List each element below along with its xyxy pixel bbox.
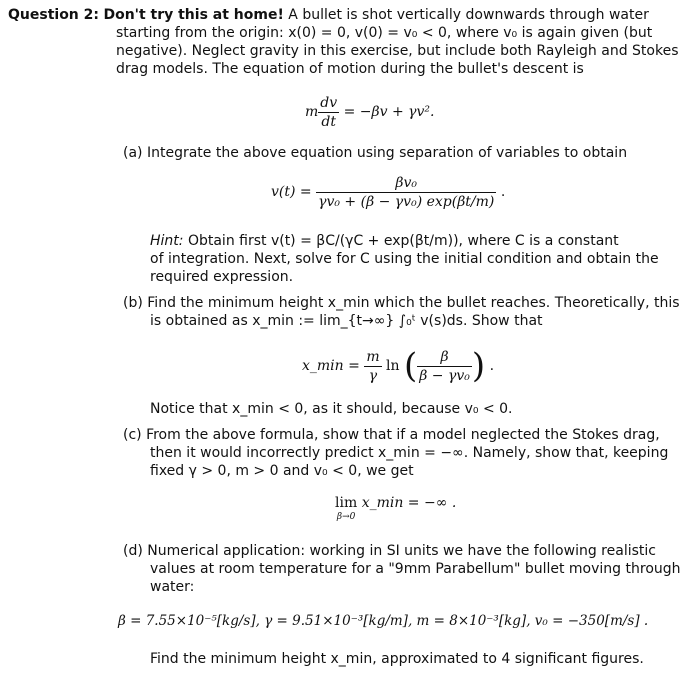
velocity-numerator: βv₀ <box>316 174 496 193</box>
left-paren-icon: ( <box>404 346 418 386</box>
intro-line-4: drag models. The equation of motion during the bullet's descent is <box>116 61 584 77</box>
xmin-end: . <box>489 358 495 374</box>
intro-line-2: starting from the origin: x(0) = 0, v(0) = v₀ < 0, where v₀ is again given (but <box>116 25 653 41</box>
equation-of-motion <box>305 92 435 132</box>
limit-subscript: β→0 <box>336 512 356 522</box>
hint-label: Hint: <box>150 233 184 249</box>
xmin-log-argument <box>417 348 472 385</box>
velocity-denominator: γv₀ + (β − γv₀) exp(βt/m) <box>318 193 495 210</box>
limit-rest: x_min = −∞ . <box>361 495 457 511</box>
velocity-fraction <box>316 174 496 211</box>
hint-line-2: of integration. Next, solve for C using the initial condition and obtain the <box>150 251 659 267</box>
part-d-text-2: values at room temperature for a "9mm Parabellum" bullet moving through <box>150 561 681 577</box>
part-b-text-1: Find the minimum height x_min which the bullet reaches. Theoretically, this <box>147 295 680 311</box>
xmin-coef-numerator: m <box>366 348 380 365</box>
eom-rhs: = −βv + γv². <box>343 104 435 120</box>
part-a-label: (a) <box>123 145 143 161</box>
xmin-coefficient <box>364 348 381 385</box>
xmin-ln: ln <box>386 358 400 374</box>
limit-operator <box>335 494 357 522</box>
part-c-text-1: From the above formula, show that if a model neglected the Stokes drag, <box>146 427 660 443</box>
part-c-line-1 <box>123 426 660 444</box>
part-d-final: Find the minimum height x_min, approximated to 4 significant figures. <box>150 651 644 667</box>
part-c-label: (c) <box>123 427 142 443</box>
part-b-notice: Notice that x_min < 0, as it should, because v₀ < 0. <box>150 401 513 417</box>
hint-line-3: required expression. <box>150 269 294 285</box>
eom-denominator: dt <box>321 113 337 130</box>
part-d-label: (d) <box>123 543 143 559</box>
velocity-end: . <box>500 184 506 200</box>
velocity-equation <box>271 172 505 212</box>
eom-mass: m <box>305 104 319 120</box>
limit-equation <box>335 494 456 522</box>
part-d-text-3: water: <box>150 579 195 595</box>
hint-text-1: Obtain first v(t) = βC/(γC + exp(βt/m)), where C is a constant <box>187 233 619 249</box>
hint-line-1 <box>150 232 619 250</box>
numerical-values: β = 7.55×10⁻⁵[kg/s], γ = 9.51×10⁻³[kg/m], m = 8×10⁻³[kg], v₀ = −350[m/s] . <box>118 613 649 629</box>
part-a-instruction: Integrate the above equation using separation of variables to obtain <box>146 145 628 161</box>
question-title: Don't try this at home! <box>103 7 284 23</box>
right-paren-icon: ) <box>471 346 486 386</box>
xmin-coef-denominator: γ <box>368 367 378 384</box>
velocity-lhs: v(t) = <box>271 184 312 200</box>
intro-line-3: negative). Neglect gravity in this exercise, but include both Rayleigh and Stokes <box>116 43 679 59</box>
xmin-lhs: x_min = <box>302 358 360 374</box>
xmin-arg-denominator: β − γv₀ <box>419 367 470 384</box>
question-label: Question 2: <box>8 7 99 23</box>
part-b-label: (b) <box>123 295 143 311</box>
part-c-text-3: fixed γ > 0, m > 0 and v₀ < 0, we get <box>150 463 414 479</box>
part-b-text-2: is obtained as x_min := lim_{t→∞} ∫₀ᵗ v(s)ds. Show that <box>150 313 543 329</box>
eom-numerator: dv <box>320 94 338 111</box>
eom-derivative <box>318 94 339 131</box>
question-header <box>8 6 649 24</box>
part-d-text-1: Numerical application: working in SI units we have the following realistic <box>147 543 656 559</box>
xmin-equation <box>302 344 494 388</box>
part-b-line-1 <box>123 294 680 312</box>
part-a-text <box>123 144 627 162</box>
xmin-arg-numerator: β <box>417 348 472 367</box>
intro-line-1: A bullet is shot vertically downwards through water <box>288 7 649 23</box>
part-d-line-1 <box>123 542 656 560</box>
part-c-text-2: then it would incorrectly predict x_min = −∞. Namely, show that, keeping <box>150 445 669 461</box>
limit-word: lim <box>335 495 358 511</box>
